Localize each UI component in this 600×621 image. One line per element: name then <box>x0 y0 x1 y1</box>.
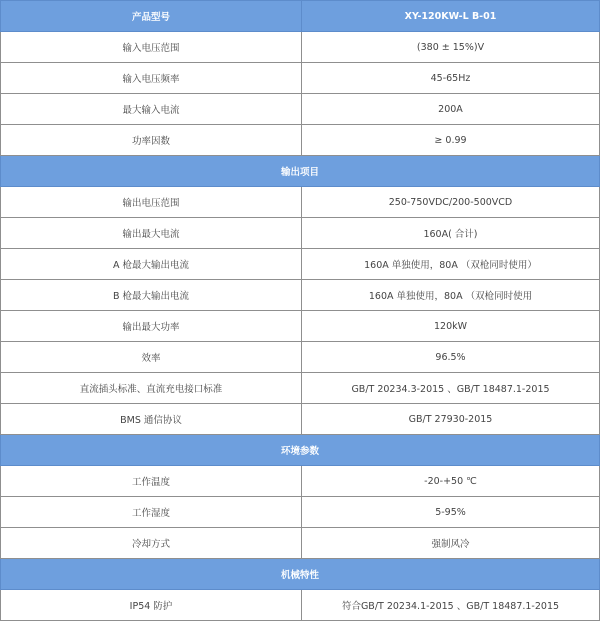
spec-label-cell: 冷却方式 <box>1 528 302 559</box>
table-row <box>1 311 600 342</box>
spec-value-cell: 160A 单独使用，80A （双枪同时使用 <box>302 280 600 311</box>
spec-value-cell: 160A( 合计) <box>302 218 600 249</box>
spec-label-cell: 直流插头标准、直流充电接口标准 <box>1 373 302 404</box>
section-title: 机械特性 <box>1 559 600 590</box>
table-row <box>1 187 600 218</box>
spec-label-cell: 效率 <box>1 342 302 373</box>
spec-label-cell: 功率因数 <box>1 125 302 156</box>
table-row <box>1 497 600 528</box>
table-row <box>1 528 600 559</box>
spec-value-cell: 96.5% <box>302 342 600 373</box>
spec-label-cell: 工作温度 <box>1 466 302 497</box>
table-row <box>1 590 600 621</box>
table-row <box>1 249 600 280</box>
table-row <box>1 404 600 435</box>
table-row <box>1 466 600 497</box>
table-row <box>1 342 600 373</box>
spec-label-cell: 输入电压范围 <box>1 32 302 63</box>
table-row <box>1 218 600 249</box>
spec-label-cell: BMS 通信协议 <box>1 404 302 435</box>
spec-label-cell: A 枪最大输出电流 <box>1 249 302 280</box>
section-header-row <box>1 435 600 466</box>
spec-label-cell: IP54 防护 <box>1 590 302 621</box>
table-header-row <box>1 1 600 32</box>
spec-value-cell: 强制风冷 <box>302 528 600 559</box>
spec-value-cell: ≥ 0.99 <box>302 125 600 156</box>
table-row <box>1 32 600 63</box>
spec-label-cell: 输出电压范围 <box>1 187 302 218</box>
spec-value-cell: 45-65Hz <box>302 63 600 94</box>
table-row <box>1 63 600 94</box>
spec-value-cell: 5-95% <box>302 497 600 528</box>
spec-value-cell: GB/T 20234.3-2015 、GB/T 18487.1-2015 <box>302 373 600 404</box>
spec-label-cell: 输出最大电流 <box>1 218 302 249</box>
section-title: 环境参数 <box>1 435 600 466</box>
spec-label-cell: 输入电压频率 <box>1 63 302 94</box>
spec-label-cell: 输出最大功率 <box>1 311 302 342</box>
spec-label-cell: 工作湿度 <box>1 497 302 528</box>
section-title: 输出项目 <box>1 156 600 187</box>
spec-value-cell: 160A 单独使用，80A （双枪同时使用） <box>302 249 600 280</box>
section-header-row <box>1 559 600 590</box>
spec-value-cell: (380 ± 15%)V <box>302 32 600 63</box>
table-row <box>1 373 600 404</box>
header-label-cell: 产品型号 <box>1 1 302 32</box>
spec-label-cell: 最大输入电流 <box>1 94 302 125</box>
table-row <box>1 125 600 156</box>
spec-value-cell: 120kW <box>302 311 600 342</box>
spec-label-cell: B 枪最大输出电流 <box>1 280 302 311</box>
spec-value-cell: 符合GB/T 20234.1-2015 、GB/T 18487.1-2015 <box>302 590 600 621</box>
header-value-cell: XY-120KW-L B-01 <box>302 1 600 32</box>
section-header-row <box>1 156 600 187</box>
spec-table-body <box>1 1 600 621</box>
table-row <box>1 280 600 311</box>
spec-value-cell: GB/T 27930-2015 <box>302 404 600 435</box>
spec-value-cell: 200A <box>302 94 600 125</box>
table-row <box>1 94 600 125</box>
spec-value-cell: -20-+50 ℃ <box>302 466 600 497</box>
spec-value-cell: 250-750VDC/200-500VCD <box>302 187 600 218</box>
